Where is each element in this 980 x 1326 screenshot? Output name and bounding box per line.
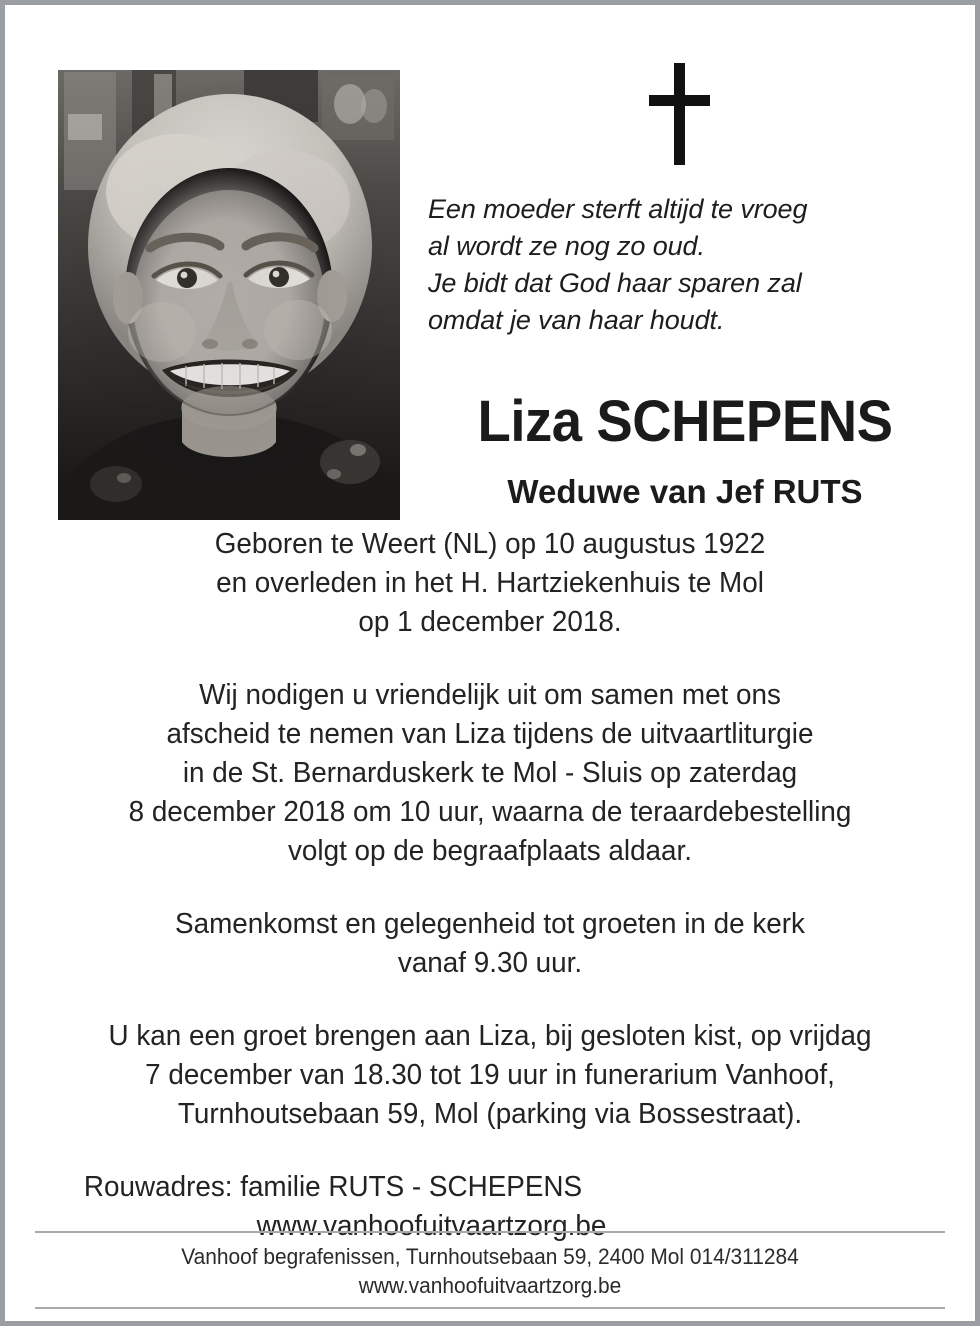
gathering-line-1: Samenkomst en gelegenheid tot groeten in de kerk <box>175 908 805 940</box>
footer-rule-bottom <box>35 1307 945 1309</box>
name-block <box>405 391 965 511</box>
mourning-address-line: Rouwadres: familie RUTS - SCHEPENS <box>83 1171 583 1203</box>
cross-horizontal-bar <box>649 95 710 106</box>
header-area <box>5 5 975 525</box>
footer-text <box>29 1233 951 1307</box>
poem-line-1: Een moeder sterft altijd te vroeg <box>428 194 808 224</box>
body-text <box>24 525 955 1246</box>
gathering-line-2: vanaf 9.30 uur. <box>397 947 583 979</box>
life-line-3: op 1 december 2018. <box>358 606 622 638</box>
cross-vertical-bar <box>674 63 685 165</box>
visitation-line-3: Turnhoutsebaan 59, Mol (parking via Bossestraat). <box>177 1098 803 1130</box>
visitation-line-1: U kan een groet brengen aan Liza, bij gesloten kist, op vrijdag <box>108 1020 872 1052</box>
visitation-line-2: 7 december van 18.30 tot 19 uur in funerarium Vanhoof, <box>145 1059 835 1091</box>
visitation-paragraph <box>57 1017 923 1134</box>
life-line-2: en overleden in het H. Hartziekenhuis te Mol <box>216 567 764 599</box>
footer-line-1: Vanhoof begrafenissen, Turnhoutsebaan 59, 2400 Mol 014/311284 <box>181 1244 799 1269</box>
latin-cross-icon <box>645 63 715 173</box>
footer-line-2[interactable]: www.vanhoofuitvaartzorg.be <box>358 1273 622 1298</box>
poem-line-4: omdat je van haar houdt. <box>428 305 725 335</box>
poem <box>428 191 948 339</box>
service-line-1: Wij nodigen u vriendelijk uit om samen met ons <box>199 679 781 711</box>
poem-line-2: al wordt ze nog zo oud. <box>428 231 705 261</box>
footer <box>5 1231 975 1309</box>
spouse-line: Weduwe van Jef RUTS <box>507 473 863 510</box>
service-line-4: 8 december 2018 om 10 uur, waarna de teraardebestelling <box>128 796 852 828</box>
life-dates-paragraph <box>57 525 923 642</box>
service-line-2: afscheid te nemen van Liza tijdens de uitvaartliturgie <box>166 718 814 750</box>
gathering-paragraph <box>57 905 923 983</box>
service-line-5: volgt op de begraafplaats aldaar. <box>288 835 692 867</box>
service-line-3: in de St. Bernarduskerk te Mol - Sluis op zaterdag <box>182 757 798 789</box>
deceased-name: Liza SCHEPENS <box>477 389 893 454</box>
poem-line-3: Je bidt dat God haar sparen zal <box>428 268 802 298</box>
life-line-1: Geboren te Weert (NL) op 10 augustus 1922 <box>214 528 766 560</box>
mourning-address-website[interactable]: www.vanhoofuitvaartzorg.be <box>256 1210 607 1242</box>
service-paragraph <box>57 676 923 871</box>
portrait-image <box>58 70 400 520</box>
portrait-photo <box>58 70 400 520</box>
